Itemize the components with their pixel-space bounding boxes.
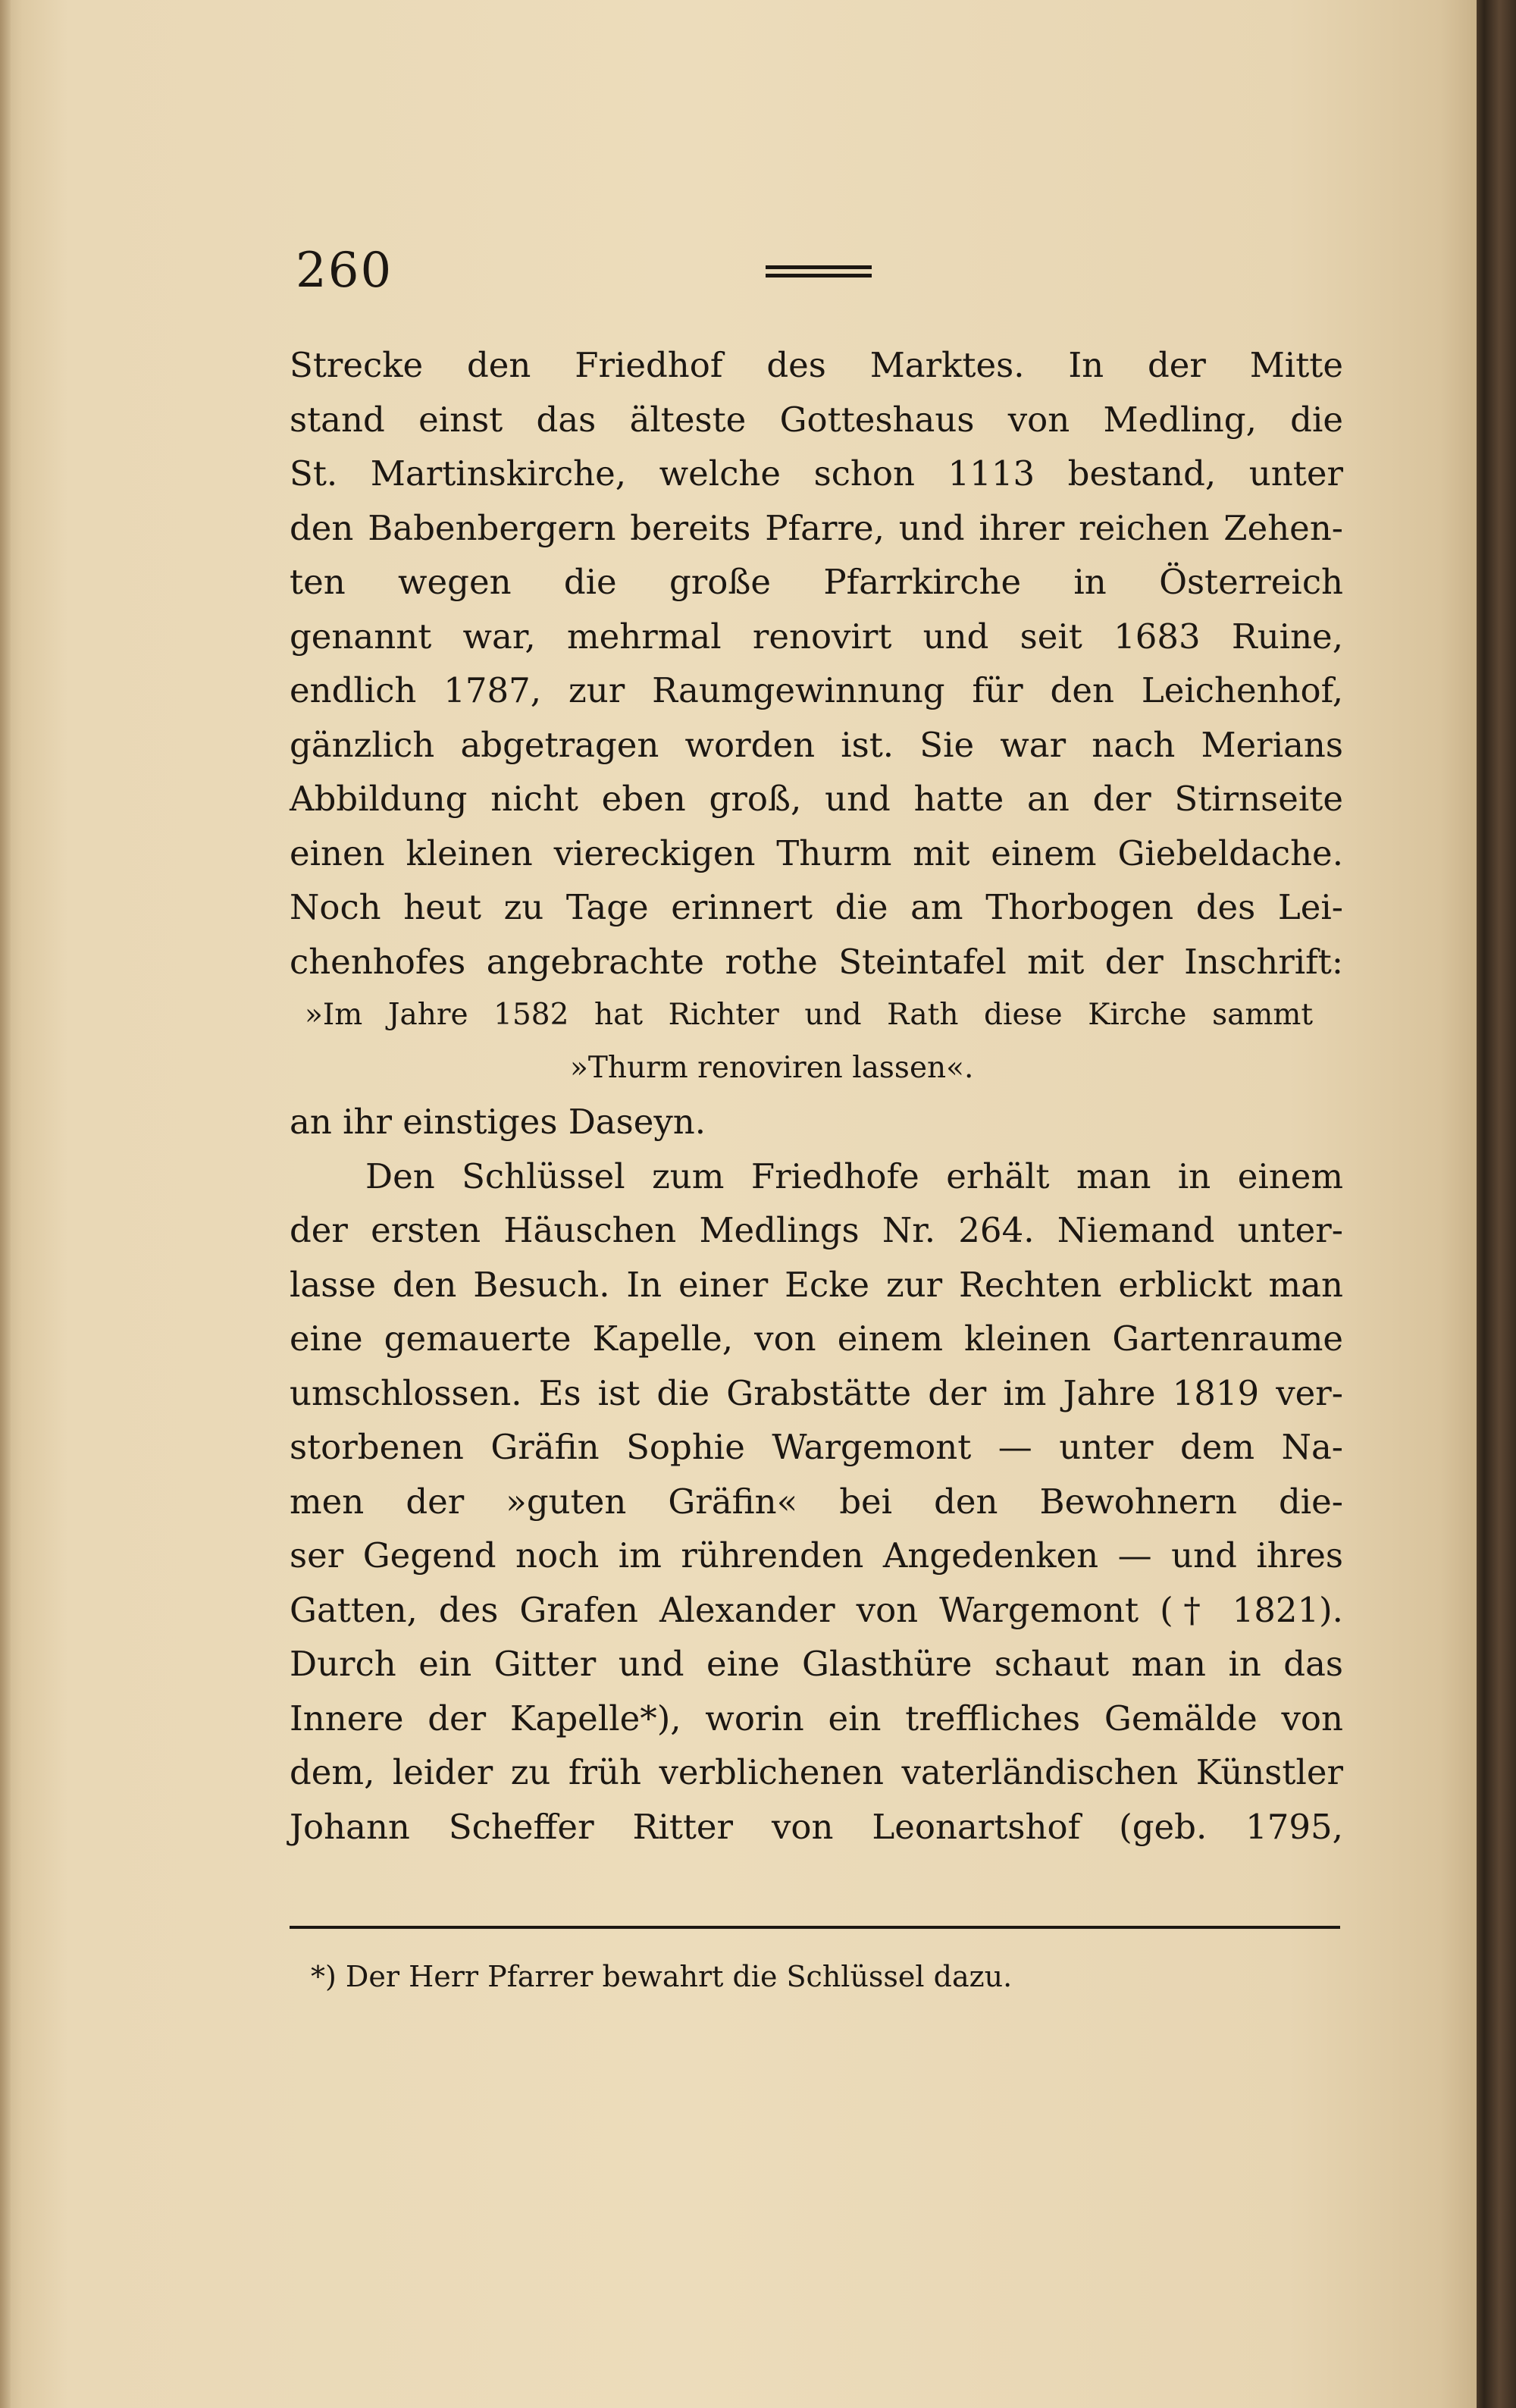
text-line: Abbildung nicht eben groß, und hatte an der Stirnseite <box>290 779 1343 819</box>
text-line: men der »guten Gräfin« bei den Bewohnern die- <box>290 1481 1343 1522</box>
text-line: Gatten, des Grafen Alexander von Wargemont († 1821). <box>290 1589 1343 1630</box>
text-line: der ersten Häuschen Medlings Nr. 264. Niemand unter- <box>290 1210 1343 1250</box>
page-number: 260 <box>296 243 393 299</box>
text-line: dem, leider zu früh verblichenen vaterländischen Künstler <box>290 1752 1343 1792</box>
footnote: *) Der Herr Pfarrer bewahrt die Schlüssel dazu. <box>311 1960 1013 1993</box>
body-text <box>290 338 1343 1854</box>
text-line: ten wegen die große Pfarrkirche in Österreich <box>290 562 1343 602</box>
header-rule <box>766 265 872 282</box>
text-line: an ihr einstiges Daseyn. <box>290 1102 706 1142</box>
text-line: chenhofes angebrachte rothe Steintafel mit der Inschrift: <box>290 941 1343 982</box>
text-line: Noch heut zu Tage erinnert die am Thorbogen des Lei- <box>290 887 1343 927</box>
text-line: Durch ein Gitter und eine Glasthüre schaut man in das <box>290 1644 1343 1684</box>
text-line: stand einst das älteste Gotteshaus von Medling, die <box>290 399 1343 440</box>
text-line: gänzlich abgetragen worden ist. Sie war nach Merians <box>290 724 1343 765</box>
text-line: St. Martinskirche, welche schon 1113 bestand, unter <box>290 453 1343 494</box>
text-line: Johann Scheffer Ritter von Leonartshof (geb. 1795, <box>290 1806 1343 1847</box>
inscription-quote: »Im Jahre 1582 hat Richter und Rath diese Kirche sammt <box>305 998 1313 1032</box>
text-line: storbenen Gräfin Sophie Wargemont — unter dem Na- <box>290 1427 1343 1467</box>
text-line: Den Schlüssel zum Friedhofe erhält man in einem <box>365 1155 1343 1196</box>
text-line: lasse den Besuch. In einer Ecke zur Rechten erblickt man <box>290 1264 1343 1305</box>
text-line: umschlossen. Es ist die Grabstätte der im Jahre 1819 ver- <box>290 1372 1343 1413</box>
page-gutter <box>0 0 11 2408</box>
text-line: ser Gegend noch im rührenden Angedenken — und ihres <box>290 1535 1343 1576</box>
page-header <box>296 243 1342 311</box>
inscription-quote: »Thurm renoviren lassen«. <box>570 1051 974 1085</box>
text-line: einen kleinen viereckigen Thurm mit einem Giebeldache. <box>290 832 1343 873</box>
text-line: Strecke den Friedhof des Marktes. In der Mitte <box>290 345 1343 385</box>
text-line: Innere der Kapelle*), worin ein treffliches Gemälde von <box>290 1698 1343 1739</box>
text-line: eine gemauerte Kapelle, von einem kleinen Gartenraume <box>290 1318 1343 1359</box>
text-line: endlich 1787, zur Raumgewinnung für den Leichenhof, <box>290 670 1343 710</box>
book-edge <box>1477 0 1516 2408</box>
text-line: den Babenbergern bereits Pfarre, und ihrer reichen Zehen- <box>290 507 1343 548</box>
footnote-rule <box>290 1926 1340 1929</box>
text-line: genannt war, mehrmal renovirt und seit 1683 Ruine, <box>290 616 1343 657</box>
